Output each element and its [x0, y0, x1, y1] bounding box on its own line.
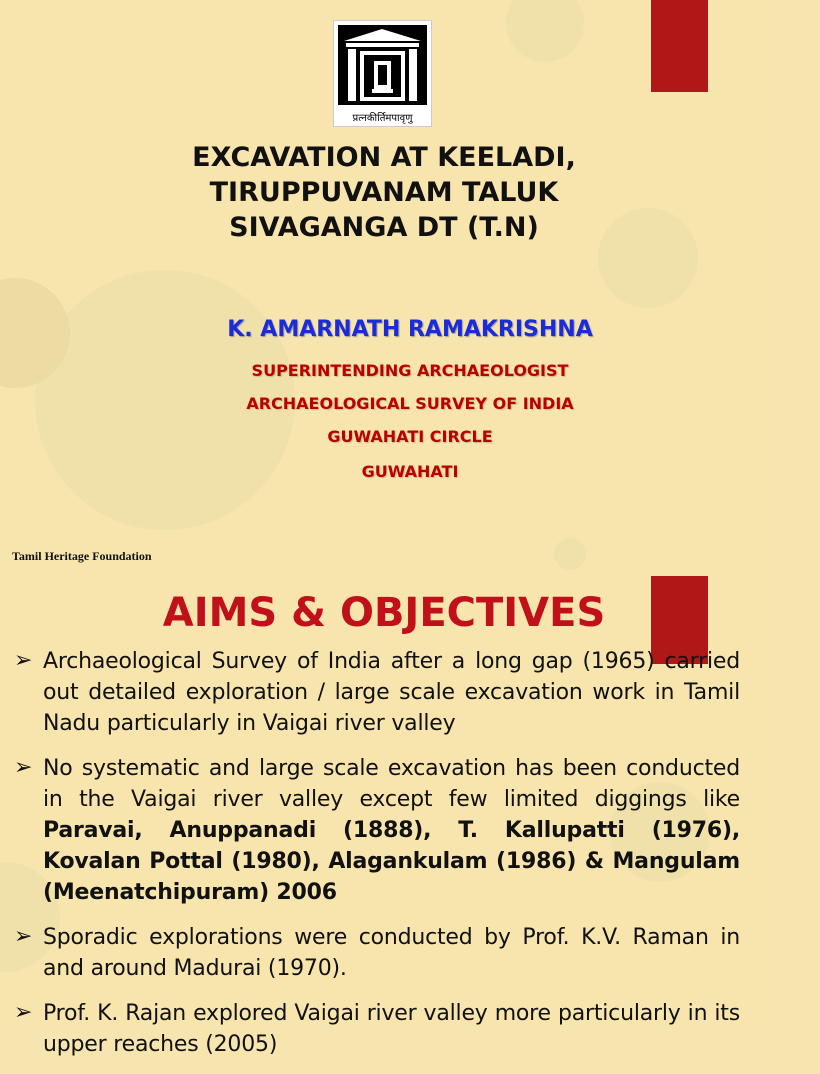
emblem-motto: प्रत्नकीर्तिमपावृणु: [352, 113, 413, 124]
decorative-circle: [506, 0, 584, 62]
author-circle: GUWAHATI CIRCLE: [327, 427, 493, 446]
title-line: EXCAVATION AT KEELADI,: [192, 142, 576, 173]
asi-emblem-icon: [334, 21, 431, 111]
bullet-text: Sporadic explorations were conducted by Prof. K.V. Raman in and around Madurai (1970).: [43, 925, 740, 981]
red-accent-bar: [651, 0, 708, 92]
arrow-bullet-icon: ➢: [14, 924, 33, 949]
author-name: K. AMARNATH RAMAKRISHNA: [227, 317, 593, 342]
author-designation: SUPERINTENDING ARCHAEOLOGIST: [251, 361, 569, 380]
aims-slide: [0, 572, 768, 1057]
author-city: GUWAHATI: [361, 462, 459, 481]
list-item: [14, 646, 740, 739]
author-organization: ARCHAEOLOGICAL SURVEY OF INDIA: [246, 394, 574, 413]
bullet-text: Prof. K. Rajan explored Vaigai river valley more particularly in its upper reaches (2005): [43, 1001, 740, 1057]
slide-title: [0, 140, 768, 245]
decorative-circle: [554, 538, 586, 570]
list-item: [14, 753, 740, 908]
list-item: [14, 922, 740, 984]
bullet-text: Archaeological Survey of India after a long gap (1965) carried out detailed exploration / large scale excavation work in Tamil Nadu particularly in Vaigai river valley: [43, 649, 740, 736]
footer-credit: Tamil Heritage Foundation: [12, 549, 152, 563]
slide-heading: AIMS & OBJECTIVES: [162, 590, 606, 636]
title-line: TIRUPPUVANAM TALUK: [209, 177, 559, 208]
bullet-bold-text: Paravai, Anuppanadi (1888), T. Kallupatti (1976), Kovalan Pottal (1980), Alagankulam (1986) & Mangulam (Meenatchipuram) 2006: [43, 818, 740, 905]
list-item: [14, 998, 740, 1060]
title-slide: [0, 0, 768, 572]
bullet-text: No systematic and large scale excavation has been conducted in the Vaigai river valley except few limited diggings like: [43, 756, 740, 812]
arrow-bullet-icon: ➢: [14, 1000, 33, 1025]
arrow-bullet-icon: ➢: [14, 648, 33, 673]
arrow-bullet-icon: ➢: [14, 755, 33, 780]
asi-emblem-logo: [333, 20, 432, 127]
bullet-list: [14, 646, 740, 1074]
title-line: SIVAGANGA DT (T.N): [229, 212, 539, 243]
